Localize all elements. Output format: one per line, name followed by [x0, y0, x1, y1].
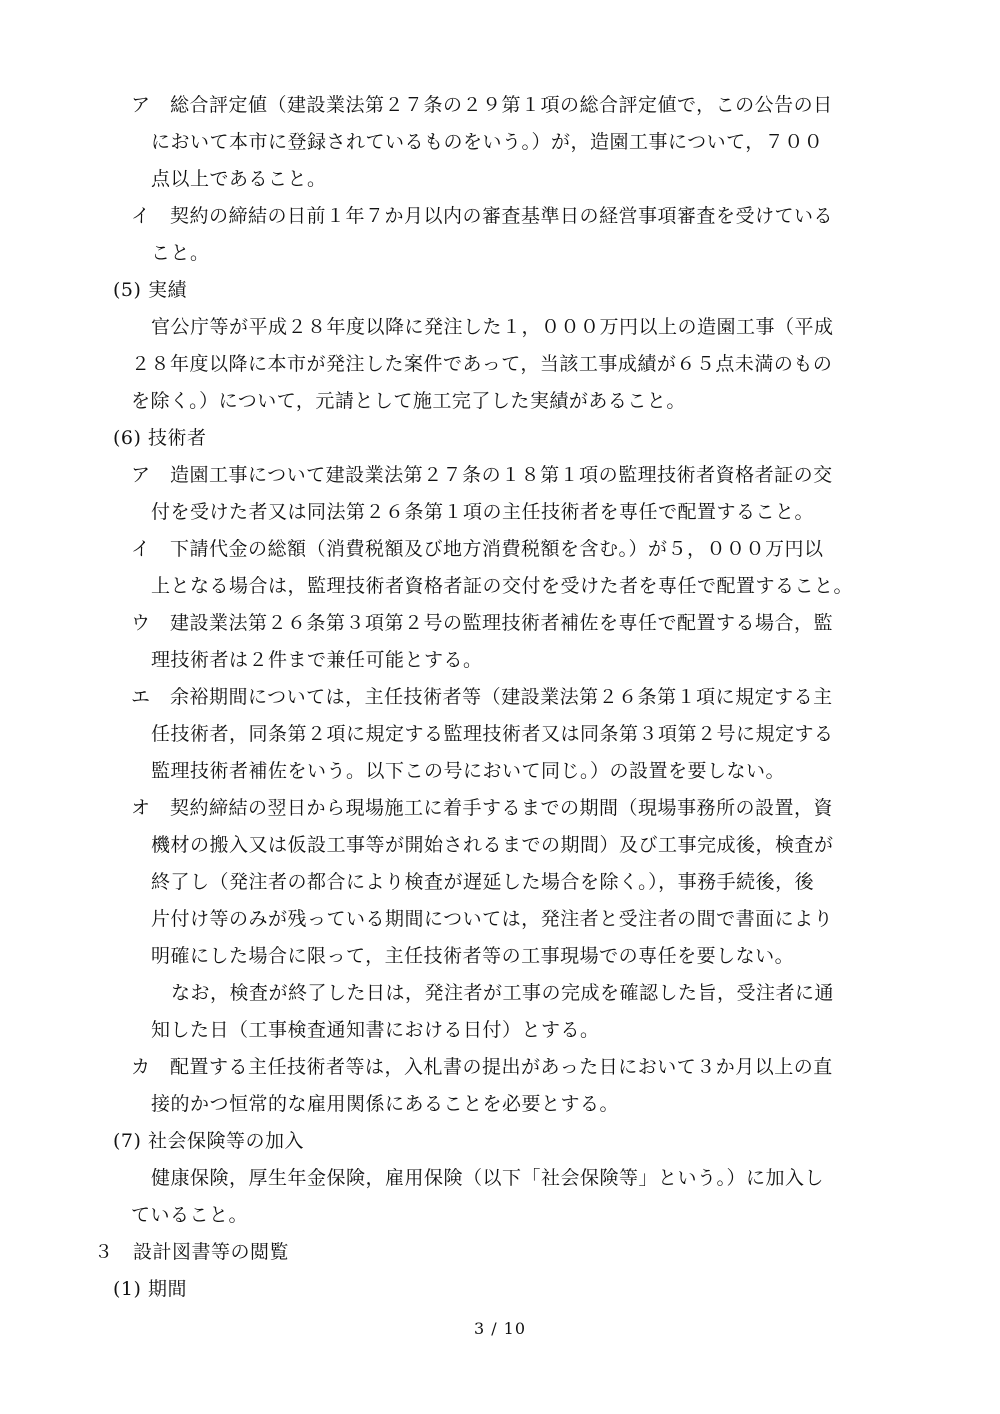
text-line: 点以上であること。 [151, 168, 327, 190]
text-line: オ 契約締結の翌日から現場施工に着手するまでの期間（現場事務所の設置，資 [131, 797, 834, 819]
text-line: 片付け等のみが残っている期間については，発注者と受注者の間で書面により [151, 908, 834, 930]
chapter-heading: ３ 設計図書等の閲覧 [94, 1241, 290, 1263]
text-line: 任技術者，同条第２項に規定する監理技術者又は同条第３項第２号に規定する [151, 723, 834, 745]
text-line: 付を受けた者又は同法第２６条第１項の主任技術者を専任で配置すること。 [151, 501, 815, 523]
text-line: 明確にした場合に限って，主任技術者等の工事現場での専任を要しない。 [151, 945, 795, 967]
text-line: において本市に登録されているものをいう。）が，造園工事について，７００ [151, 131, 824, 153]
section-heading: (6) 技術者 [113, 427, 207, 449]
text-line: 健康保険，厚生年金保険，雇用保険（以下「社会保険等」という。）に加入し [151, 1167, 825, 1189]
text-line: 知した日（工事検査通知書における日付）とする。 [151, 1019, 600, 1041]
text-line: エ 余裕期間については，主任技術者等（建設業法第２６条第１項に規定する主 [131, 686, 833, 708]
page-number: 3 / 10 [473, 1319, 527, 1338]
section-heading: (7) 社会保険等の加入 [113, 1130, 304, 1152]
text-line: 官公庁等が平成２８年度以降に発注した１，０００万円以上の造園工事（平成 [151, 316, 834, 338]
text-line: なお，検査が終了した日は，発注者が工事の完成を確認した旨，受注者に通 [171, 982, 835, 1004]
text-line: カ 配置する主任技術者等は，入札書の提出があった日において３か月以上の直 [131, 1056, 833, 1078]
text-line: こと。 [151, 242, 210, 264]
text-line: 終了し（発注者の都合により検査が遅延した場合を除く。），事務手続後，後 [151, 871, 815, 893]
text-line: イ 契約の締結の日前１年７か月以内の審査基準日の経営事項審査を受けている [131, 205, 834, 227]
text-line: ウ 建設業法第２６条第３項第２号の監理技術者補佐を専任で配置する場合，監 [131, 612, 834, 634]
text-line: ア 造園工事について建設業法第２７条の１８第１項の監理技術者資格者証の交 [131, 464, 833, 486]
text-line: イ 下請代金の総額（消費税額及び地方消費税額を含む。）が５，０００万円以 [131, 538, 824, 560]
text-line: を除く。）について，元請として施工完了した実績があること。 [131, 390, 686, 412]
text-line: 理技術者は２件まで兼任可能とする。 [151, 649, 483, 671]
section-heading: (5) 実績 [113, 279, 187, 301]
section-heading: (1) 期間 [113, 1278, 187, 1300]
text-line: 上となる場合は，監理技術者資格者証の交付を受けた者を専任で配置すること。 [151, 575, 854, 597]
text-line: 機材の搬入又は仮設工事等が開始されるまでの期間）及び工事完成後，検査が [151, 834, 834, 856]
text-line: 接的かつ恒常的な雇用関係にあることを必要とする。 [151, 1093, 620, 1115]
text-line: 監理技術者補佐をいう。以下この号において同じ。）の設置を要しない。 [151, 760, 786, 782]
text-line: ア 総合評定値（建設業法第２７条の２９第１項の総合評定値で，この公告の日 [131, 94, 833, 116]
text-line: ２８年度以降に本市が発注した案件であって，当該工事成績が６５点未満のもの [131, 353, 833, 375]
text-line: ていること。 [131, 1204, 249, 1226]
